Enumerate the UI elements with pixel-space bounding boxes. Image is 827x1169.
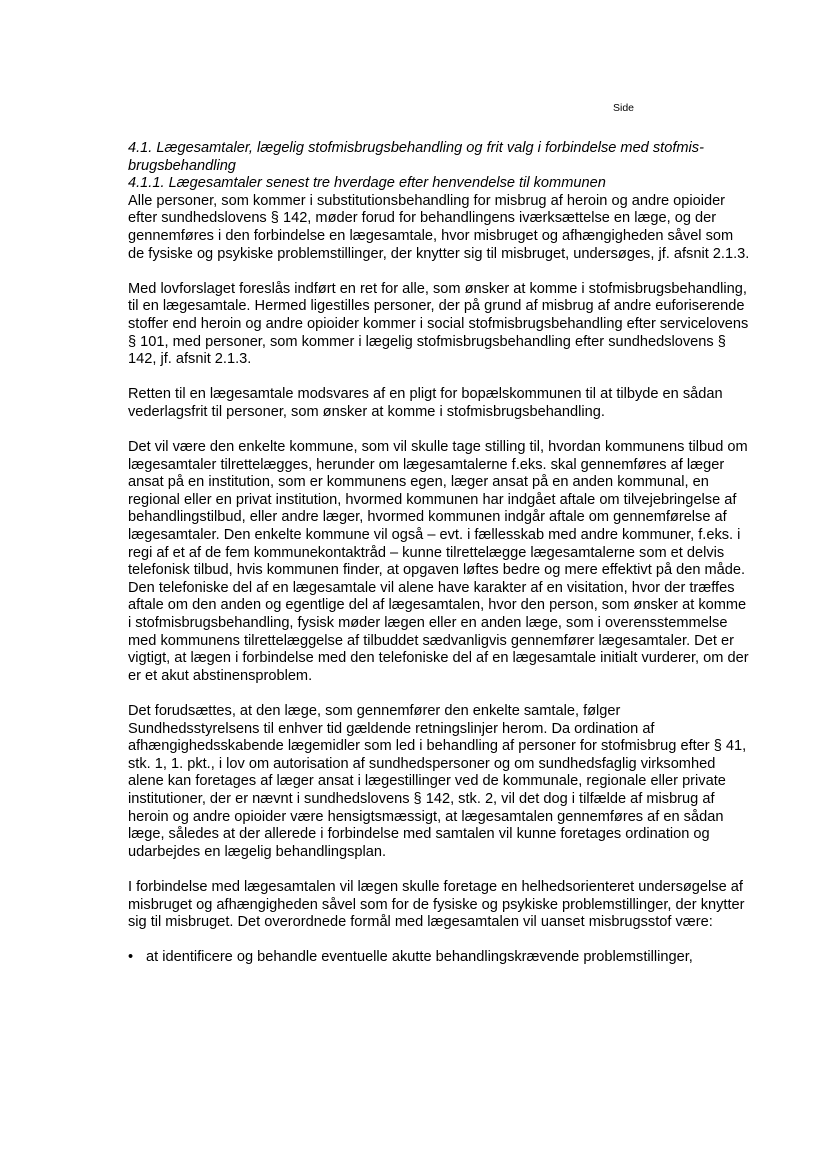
list-item [128,949,752,967]
page-label: Side [613,102,635,114]
section-heading [128,140,752,175]
bullet-list [128,949,752,967]
subsection-heading: 4.1.1. Lægesamtaler senest tre hverdage efter henvendelse til kommunen [128,175,606,192]
list-item-text: at identificere og behandle eventuelle akutte behandlingskrævende problemstillinger, [146,949,693,966]
paragraph-6: I forbindelse med lægesamtalen vil lægen skulle foretage en helhedsorienteret undersøgelse af misbruget og afhængigheden såvel som for de fysiske og psykiske problemstillinger, der knytter sig til misbruget. Det overordnede formål med lægesamtalen vil uanset misbrugsstof være: [128,878,745,931]
document-body [128,140,752,967]
bullet-icon: • [128,949,134,966]
paragraph-3: Retten til en lægesamtale modsvares af en pligt for bopælskommunen til at tilbyde en sådan vederlagsfrit til personer, som ønsker at komme i stofmisbrugsbehandling. [128,386,723,420]
paragraph-2: Med lovforslaget foreslås indført en ret for alle, som ønsker at komme i stofmisbrugsbehandling, til en lægesamtale. Hermed ligestilles personer, der på grund af misbrug af andre euforiserende stoffer end heroin og andre opioider kommer i social stofmisbrugsbehandling efter servicelovens § 101, med personer, som kommer i lægelig stofmisbrugsbehandling efter sundhedslovens § 142, jf. afsnit 2.1.3. [128,280,749,368]
paragraph-5: Det forudsættes, at den læge, som gennemfører den enkelte samtale, følger Sundhedsstyrelsens til enhver tid gældende retningslinjer herom. Da ordination af afhængighedsskabende lægemidler som led i behandling af personer for stofmisbrug efter § 41, stk. 1, 1. pkt., i lov om autorisation af sundhedspersoner og om sundhedsfaglig virksomhed alene kan foretages af læger ansat i lægestillinger ved de kommunale, regionale eller private institutioner, der er nævnt i sundhedslovens § 142, stk. 2, vil det dog i tilfælde af misbrug af heroin og andre opioider være hensigtsmæssigt, at lægesamtalen gennemføres af en sådan læge, således at der allerede i forbindelse med samtalen vil kunne foretages ordination og udarbejdes en lægelig behandlingsplan. [128,703,747,860]
section-heading-line-1: 4.1. Lægesamtaler, lægelig stofmisbrugsbehandling og frit valg i forbindelse med stofmis- [128,140,704,156]
section-heading-line-2: brugsbehandling [128,157,236,174]
paragraph-1: Alle personer, som kommer i substitutionsbehandling for misbrug af heroin og andre opioider efter sundhedslovens § 142, møder forud for behandlingens iværksættelse en læge, og der gennemføres i den forbindelse en lægesamtale, hvor misbruget og afhængigheden såvel som de fysiske og psykiske problemstillinger, der knytter sig til misbruget, undersøges, jf. afsnit 2.1.3. [128,192,750,262]
paragraph-4: Det vil være den enkelte kommune, som vil skulle tage stilling til, hvordan kommunens tilbud om lægesamtaler tilrettelægges, herunder om lægesamtalerne f.eks. skal gennemføres af læger ansat på en institution, som er kommunens egen, læger ansat på en anden kommunal, en regional eller en privat institution, hvormed kommunen har indgået aftale om tilvejebringelse af behandlingstilbud, eller andre læger, hvormed kommunen indgår aftale om gennemførelse af lægesamtaler. Den enkelte kommune vil også – evt. i fællesskab med andre kommuner, f.eks. i regi af et af de fem kommunekontaktråd – kunne tilrettelægge lægesamtalerne som et delvis telefonisk tilbud, hvis kommunen finder, at opgaven løftes bedre og mere effektivt på den måde. Den telefoniske del af en lægesamtale vil alene have karakter af en visitation, hvor der træffes aftale om den anden og egentlige del af lægesamtalen, hvor den person, som ønsker at komme i stofmisbrugsbehandling, fysisk møder lægen eller en anden læge, som i overensstemmelse med kommunens tilrettelæggelse af tilbuddet sædvanligvis gennemfører lægesamtaler. Det er vigtigt, at lægen i forbindelse med den telefoniske del af en lægesamtale initialt vurderer, om der er et akut abstinensproblem. [128,439,749,684]
